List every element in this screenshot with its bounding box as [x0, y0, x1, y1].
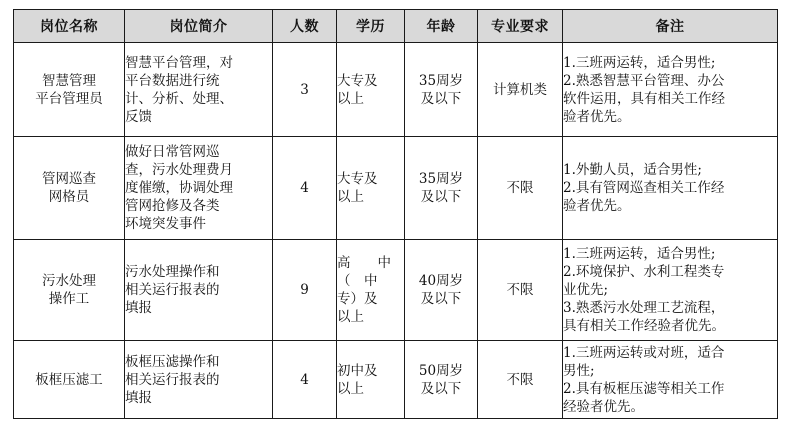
- education-cell: 大专及 以上: [337, 43, 405, 137]
- header-position-name: 岗位名称: [14, 10, 125, 43]
- header-major-requirement: 专业要求: [478, 10, 563, 43]
- header-education: 学历: [337, 10, 405, 43]
- header-age: 年龄: [405, 10, 478, 43]
- education-cell: 初中及 以上: [337, 341, 405, 419]
- major-cell: 不限: [478, 341, 563, 419]
- notes-cell: 1.外勤人员，适合男性; 2.具有管网巡查相关工作经 验者优先。: [563, 137, 778, 240]
- table-row: [14, 240, 778, 341]
- major-cell: 不限: [478, 137, 563, 240]
- table-row: [14, 137, 778, 240]
- major-cell: 不限: [478, 240, 563, 341]
- header-headcount: 人数: [273, 10, 337, 43]
- age-cell: 35周岁 及以下: [405, 43, 478, 137]
- position-intro-cell: 做好日常管网巡 查，污水处理费月 度催缴，协调处理 管网抢修及各类 环境突发事件: [125, 137, 273, 240]
- table-row: [14, 341, 778, 419]
- age-cell: 35周岁 及以下: [405, 137, 478, 240]
- age-cell: 40周岁 及以下: [405, 240, 478, 341]
- notes-cell: 1.三班两运转或对班，适合 男性; 2.具有板框压滤等相关工作 经验者优先。: [563, 341, 778, 419]
- position-name-cell: 管网巡查 网格员: [14, 137, 125, 240]
- header-notes: 备注: [563, 10, 778, 43]
- headcount-cell: 4: [273, 137, 337, 240]
- headcount-cell: 9: [273, 240, 337, 341]
- position-intro-cell: 板框压滤操作和 相关运行报表的 填报: [125, 341, 273, 419]
- notes-cell: 1.三班两运转，适合男性; 2.环境保护、水利工程类专 业优先; 3.熟悉污水处理工艺流程， 具有相关工作经验者优先。: [563, 240, 778, 341]
- major-cell: 计算机类: [478, 43, 563, 137]
- recruitment-table-sheet: [13, 9, 777, 418]
- table-row: [14, 43, 778, 137]
- header-row: [14, 10, 778, 43]
- position-intro-cell: 污水处理操作和 相关运行报表的 填报: [125, 240, 273, 341]
- education-cell: 大专及 以上: [337, 137, 405, 240]
- position-name-cell: 智慧管理 平台管理员: [14, 43, 125, 137]
- position-intro-cell: 智慧平台管理，对 平台数据进行统 计、分析、处理、 反馈: [125, 43, 273, 137]
- position-name-cell: 板框压滤工: [14, 341, 125, 419]
- headcount-cell: 3: [273, 43, 337, 137]
- job-positions-table: [13, 9, 778, 419]
- headcount-cell: 4: [273, 341, 337, 419]
- header-position-intro: 岗位简介: [125, 10, 273, 43]
- position-name-cell: 污水处理 操作工: [14, 240, 125, 341]
- notes-cell: 1.三班两运转，适合男性; 2.熟悉智慧平台管理、办公 软件运用，具有相关工作经 验者优先。: [563, 43, 778, 137]
- age-cell: 50周岁 及以下: [405, 341, 478, 419]
- education-cell: 高 中 （ 中 专）及 以上: [337, 240, 405, 341]
